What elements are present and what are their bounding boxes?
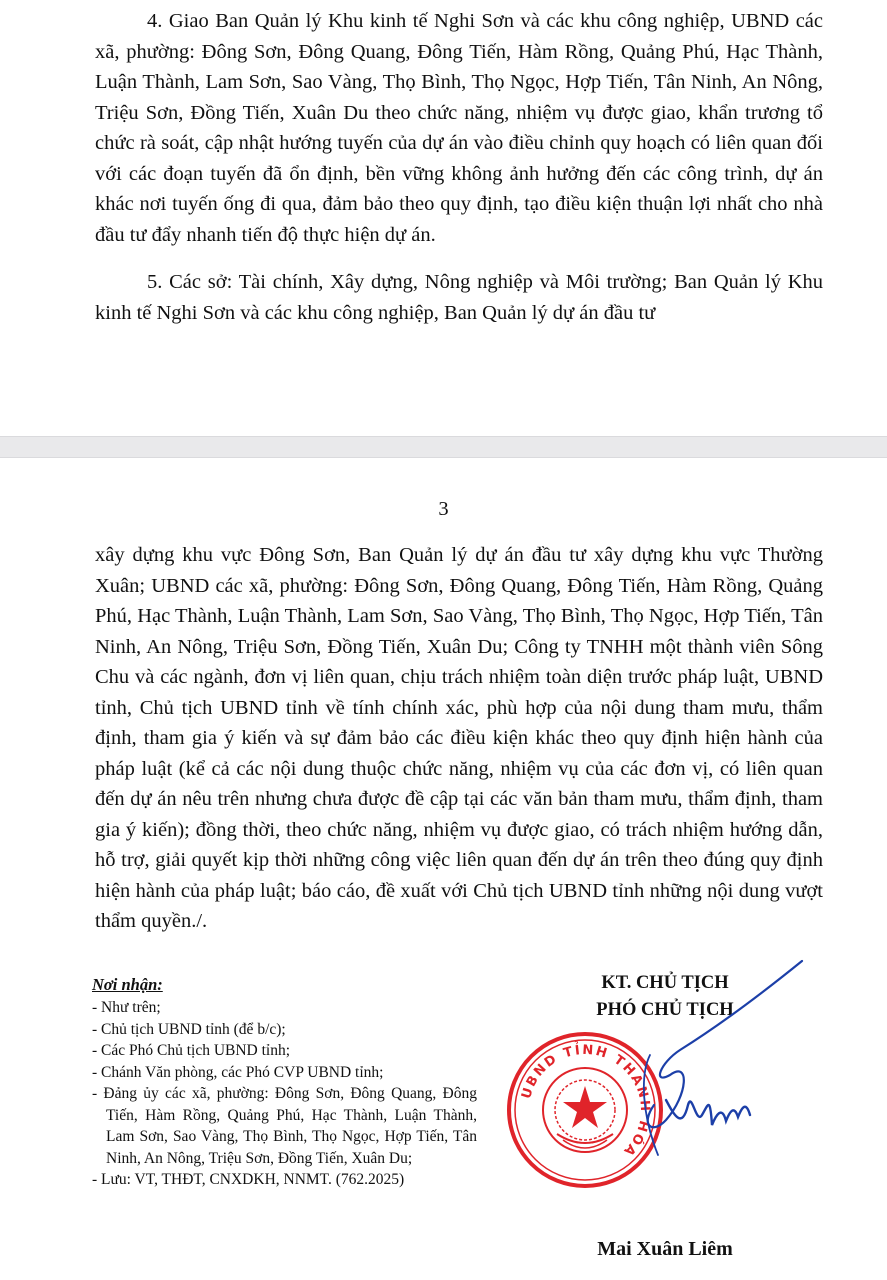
recipient-item: - Như trên; bbox=[92, 999, 161, 1016]
recipients-block bbox=[92, 973, 477, 1191]
recipient-item: - Lưu: VT, THĐT, CNXDKH, NNMT. (762.2025) bbox=[92, 1171, 405, 1188]
recipients-title: Nơi nhận: bbox=[92, 975, 163, 994]
signature-title-line2: PHÓ CHỦ TỊCH bbox=[596, 1000, 734, 1020]
page-number: 3 bbox=[438, 498, 449, 520]
paragraph-5-continued: xây dựng khu vực Đông Sơn, Ban Quản lý dự án đầu tư xây dựng khu vực Thường Xuân; UBND các xã, phường: Đông Sơn, Đông Quang, Đông Tiến, Hàm Rồng, Quảng Phú, Hạc Thành, Luận Thành, Lam Sơn, Sao Vàng, Thọ Bình, Thọ Ngọc, Hợp Tiến, Tân Ninh, An Nông, Triệu Sơn, Đồng Tiến, Xuân Du; Công ty TNHH một thành viên Sông Chu và các ngành, đơn vị liên quan, chịu trách nhiệm toàn diện trước pháp luật, UBND tỉnh, Chủ tịch UBND tỉnh về tính chính xác, phù hợp của nội dung tham mưu, thẩm định, tham gia ý kiến và sự đảm bảo các điều kiện khác theo quy định hiện hành của pháp luật (kể cả các nội dung thuộc chức năng, nhiệm vụ của các đơn vị, có liên quan đến dự án nêu trên nhưng chưa được đề cập tại các văn bản tham mưu, thẩm định, tham gia ý kiến); đồng thời, theo chức năng, nhiệm vụ được giao, có trách nhiệm hướng dẫn, hỗ trợ, giải quyết kịp thời những công việc liên quan đến dự án trên theo đúng quy định hiện hành của pháp luật; báo cáo, đề xuất với Chủ tịch UBND tỉnh những nội dung vượt thẩm quyền./. bbox=[95, 544, 823, 932]
recipient-item: - Chánh Văn phòng, các Phó CVP UBND tỉnh; bbox=[92, 1063, 384, 1081]
page-separator bbox=[0, 436, 887, 458]
signer-name: Mai Xuân Liêm bbox=[597, 1238, 733, 1260]
paragraph-4: 4. Giao Ban Quản lý Khu kinh tế Nghi Sơn và các khu công nghiệp, UBND các xã, phường: Đông Sơn, Đông Quang, Đông Tiến, Hàm Rồng, Quảng Phú, Hạc Thành, Luận Thành, Lam Sơn, Sao Vàng, Thọ Bình, Thọ Ngọc, Hợp Tiến, Tân Ninh, An Nông, Triệu Sơn, Đồng Tiến, Xuân Du theo chức năng, nhiệm vụ được giao, khẩn trương tổ chức rà soát, cập nhật hướng tuyến của dự án vào điều chỉnh quy hoạch có liên quan đối với các đoạn tuyến đã ổn định, bền vững không ảnh hưởng đến các công trình, dự án khác nơi tuyến ống đi qua, đảm bảo theo quy định, tạo điều kiện thuận lợi nhất cho nhà đầu tư đẩy nhanh tiến độ thực hiện dự án. bbox=[95, 10, 823, 246]
paragraph-5: 5. Các sở: Tài chính, Xây dựng, Nông nghiệp và Môi trường; Ban Quản lý Khu kinh tế Nghi Sơn và các khu công nghiệp, Ban Quản lý dự án đầu tư bbox=[95, 271, 823, 324]
recipient-item: - Các Phó Chủ tịch UBND tỉnh; bbox=[92, 1042, 291, 1059]
seal-text: UBND TỈNH THANH HÓA bbox=[519, 1042, 653, 1160]
recipient-item: - Chủ tịch UBND tỉnh (để b/c); bbox=[92, 1020, 286, 1038]
handwritten-signature bbox=[570, 955, 820, 1185]
signature-title-line1: KT. CHỦ TỊCH bbox=[601, 973, 729, 993]
recipient-item: - Đảng ủy các xã, phường: Đông Sơn, Đông Quang, Đông Tiến, Hàm Rồng, Quảng Phú, Hạc Thành, Luận Thành, Lam Sơn, Sao Vàng, Thọ Bình, Thọ Ngọc, Hợp Tiến, Tân Ninh, An Nông, Triệu Sơn, Đồng Tiến, Xuân Du; bbox=[92, 1085, 477, 1167]
